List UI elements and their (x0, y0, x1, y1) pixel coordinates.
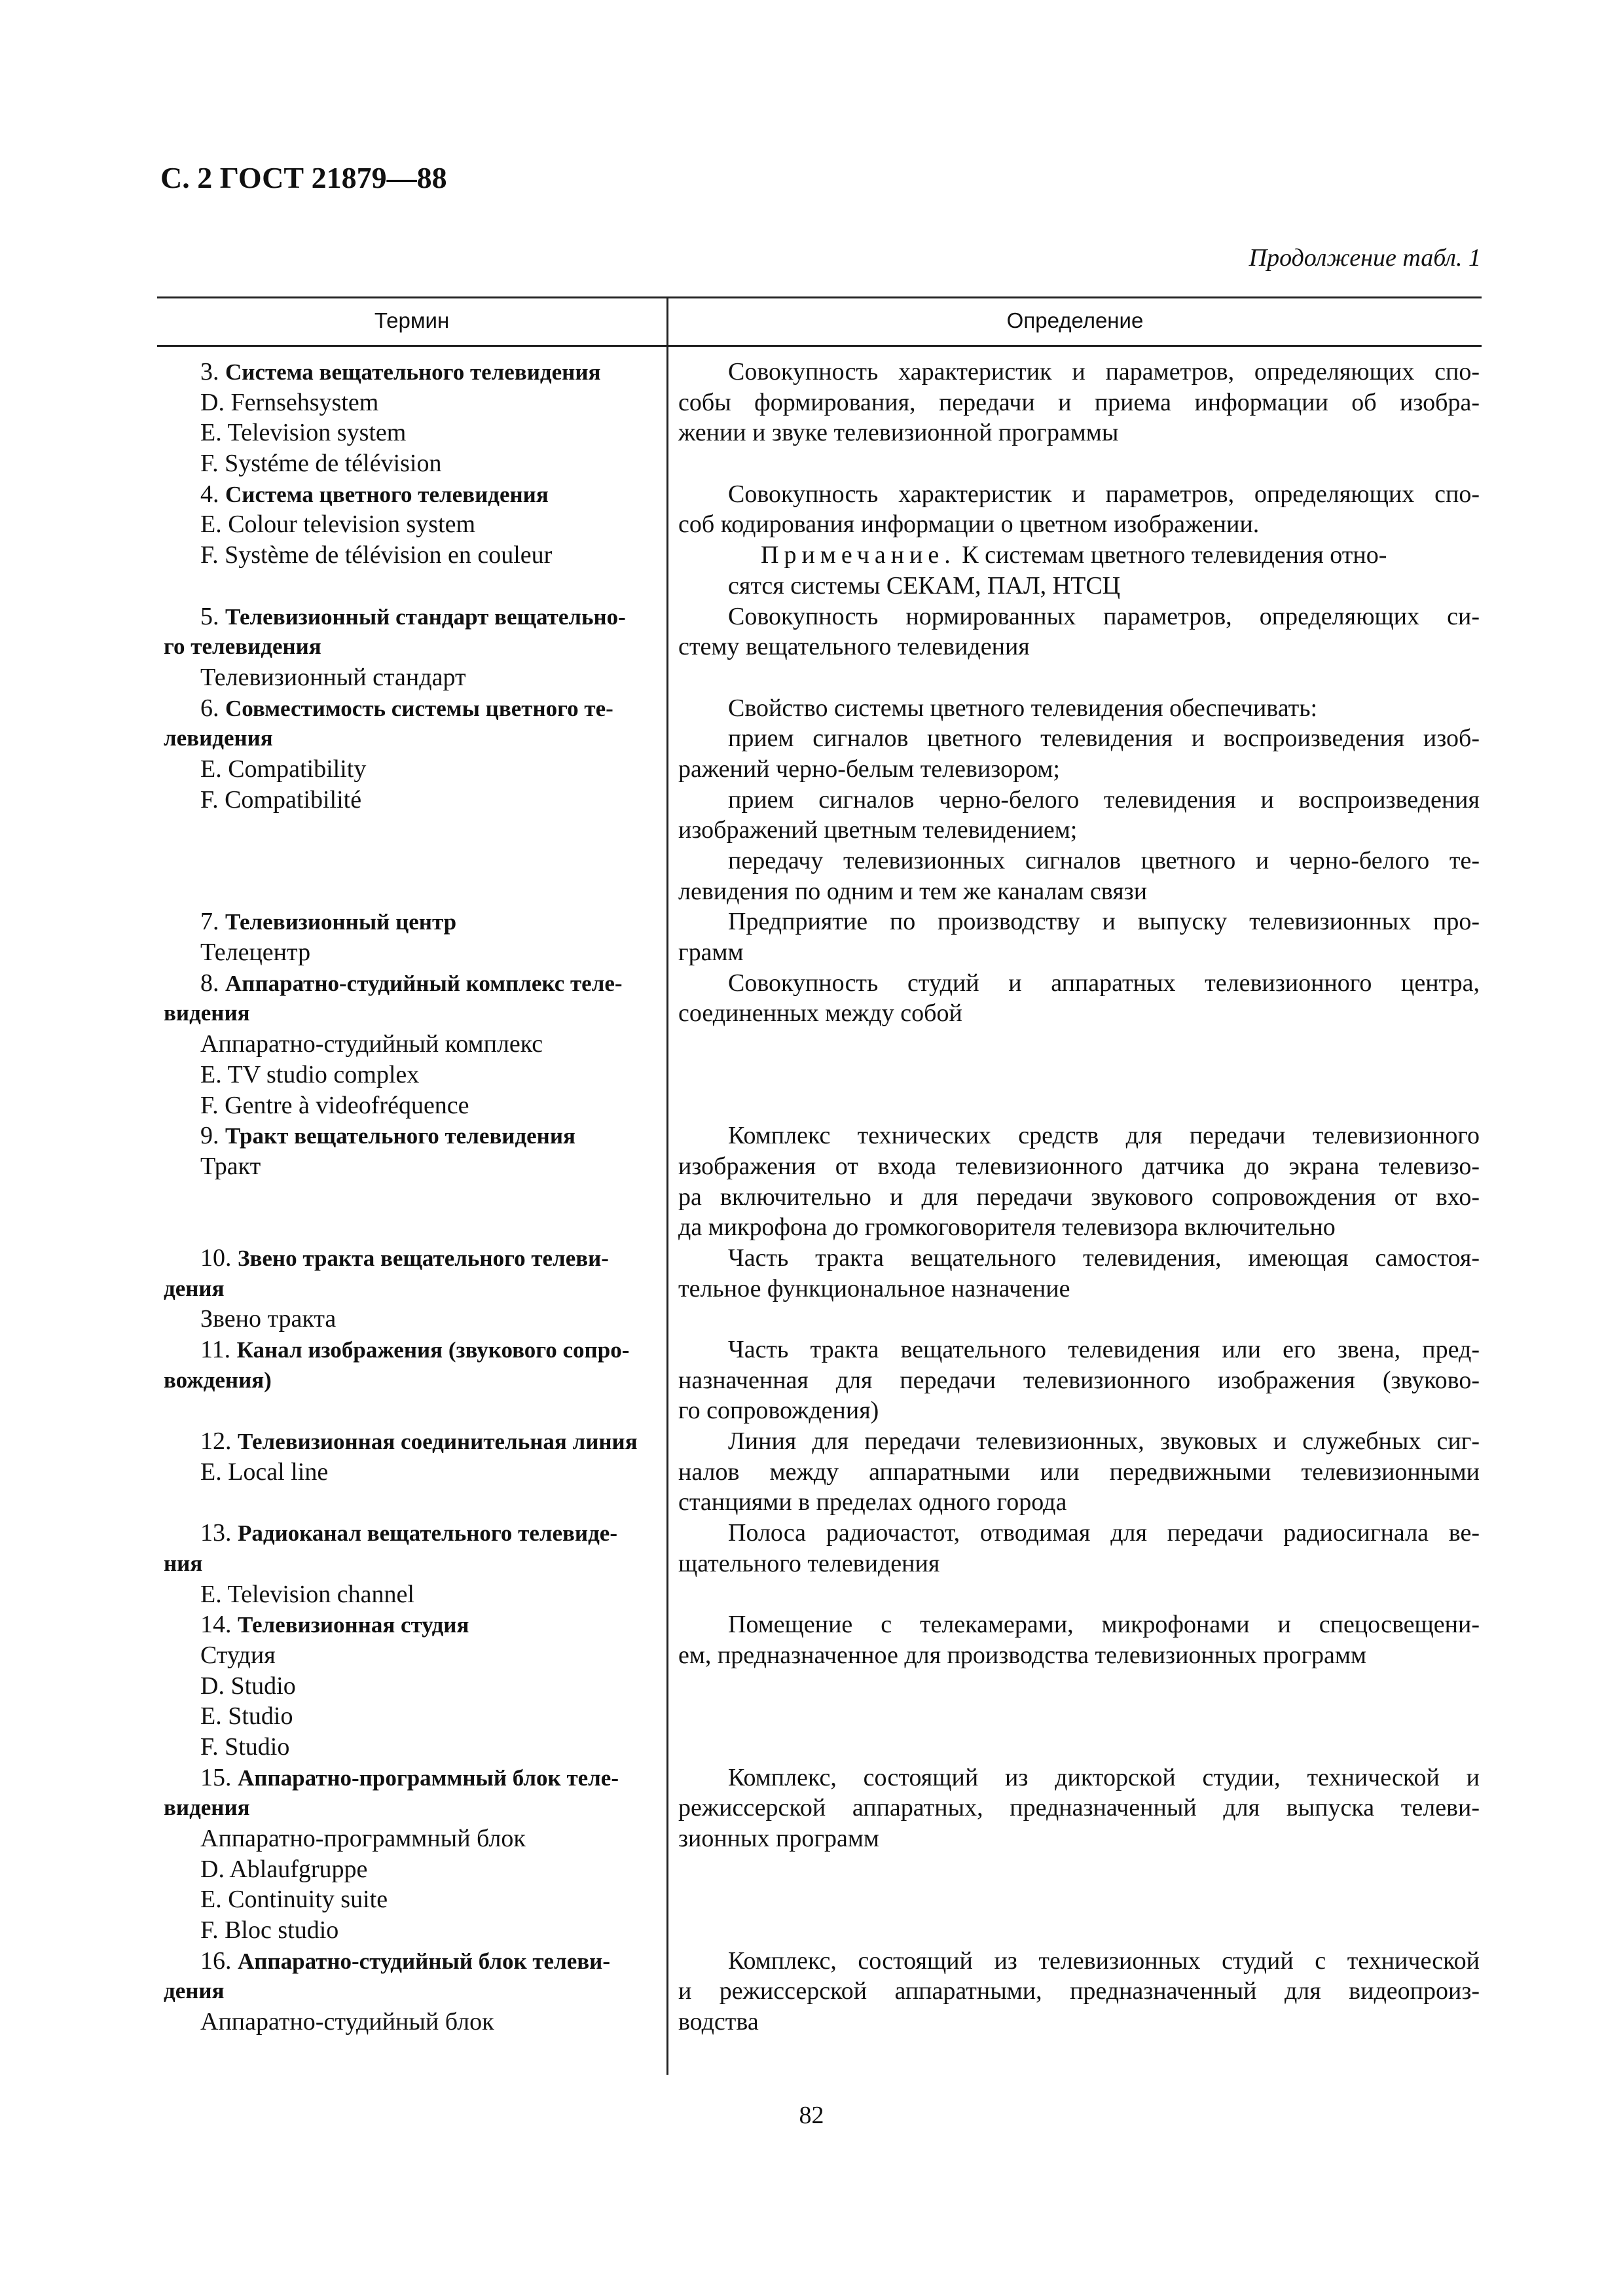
term-line: D. Ablaufgruppe (200, 1855, 368, 1883)
term-number: 10. (200, 1244, 238, 1272)
term-number-line (164, 1518, 659, 1549)
definition-cell (666, 1426, 1480, 1518)
definition-line: Комплекс технических средств для передачи телевизионного (728, 1122, 1480, 1150)
term-title: Звено тракта вещательного телеви- (238, 1245, 609, 1271)
term-title-continued: видения (164, 1795, 250, 1821)
term-title: Телевизионная соединительная линия (238, 1429, 638, 1455)
term-title-continued: левидения (164, 725, 273, 751)
term-line: F. Systéme de télévision (200, 450, 442, 478)
table-row (157, 1763, 1482, 1946)
term-number: 14. (200, 1611, 238, 1639)
term-number-line (164, 1335, 659, 1365)
definition-line: сятся системы СЕКАМ, ПАЛ, НТСЦ (728, 571, 1121, 600)
term-title: Аппаратно-студийный блок телеви- (238, 1948, 610, 1974)
term-number-line (164, 906, 659, 937)
term-title: Канал изображения (звукового сопро- (236, 1337, 630, 1363)
table-row (157, 1609, 1482, 1762)
term-number: 6. (200, 694, 225, 722)
term-title: Совместимость системы цветного те- (225, 695, 613, 721)
definition-line: зионных программ (678, 1825, 879, 1852)
definition-line: Предприятие по производству и выпуску телевизионных про- (728, 908, 1480, 936)
term-number-line (164, 1946, 659, 1977)
term-line: Телевизионный стандарт (200, 663, 466, 691)
term-line (164, 1212, 659, 1243)
definition-line: водства (678, 2008, 759, 2036)
term-cell (157, 906, 666, 967)
definition-line: Свойство системы цветного телевидения обеспечивать: (728, 694, 1318, 722)
term-line: Аппаратно-программный блок (200, 1825, 526, 1852)
definition-cell (666, 357, 1480, 479)
definition-cell (666, 1518, 1480, 1609)
term-number-line (164, 1609, 659, 1640)
term-title: Тракт вещательного телевидения (225, 1123, 575, 1149)
table-row (157, 693, 1482, 907)
term-line: F. Systѐme de télévision en couleur (200, 541, 553, 569)
definition-line: да микрофона до громкоговорителя телевизора включительно (678, 1213, 1336, 1242)
definition-cell (666, 1609, 1480, 1762)
definition-line: щательного телевидения (678, 1549, 940, 1577)
terms-table (157, 296, 1482, 2075)
definition-line: Примечание. К системам цветного телевидения отно- (761, 541, 1387, 569)
term-title-continued: вождения) (164, 1367, 272, 1393)
term-line: D. Studio (200, 1672, 296, 1700)
term-line: F. Studio (200, 1732, 290, 1761)
table-row (157, 1243, 1482, 1335)
definition-line: назначенная для передачи телевизионного изображения (звуково- (678, 1366, 1480, 1394)
definition-line (678, 1854, 1480, 1885)
table-continuation-label: Продолжение табл. 1 (1249, 244, 1481, 272)
term-number-line (164, 357, 659, 387)
term-cell (157, 1946, 666, 2037)
definition-line (678, 1304, 1480, 1335)
definition-cell (666, 1763, 1480, 1946)
definition-line (678, 1915, 1480, 1946)
term-line (164, 1487, 659, 1518)
term-line: E. TV studio complex (200, 1060, 420, 1088)
term-line: E. Television system (200, 419, 407, 447)
table-top-rule (157, 296, 1482, 298)
definition-cell (666, 693, 1480, 907)
definition-line (678, 1090, 1480, 1121)
term-number: 11. (200, 1336, 237, 1363)
table-row (157, 1946, 1482, 2037)
term-line: E. Local line (200, 1458, 329, 1486)
term-title: Система цветного телевидения (225, 481, 549, 507)
definition-line: Линия для передачи телевизионных, звуковых и служебных сиг- (728, 1427, 1480, 1456)
term-cell (157, 479, 666, 601)
term-number-line (164, 1763, 659, 1793)
definition-cell (666, 1335, 1480, 1426)
term-line (164, 846, 659, 876)
term-cell (157, 1518, 666, 1609)
term-cell (157, 1121, 666, 1243)
definition-line: налов между аппаратными или передвижными телевизионными (678, 1458, 1480, 1486)
term-title-continued: ния (164, 1550, 203, 1576)
term-cell (157, 1609, 666, 1762)
term-line: F. Bloc studio (200, 1916, 339, 1945)
definition-line (678, 1029, 1480, 1060)
term-title-continued: дения (164, 1275, 225, 1301)
term-title: Телевизионная студия (238, 1612, 469, 1638)
term-title: Аппаратно-программный блок теле- (238, 1765, 619, 1791)
definition-line: собы формирования, передачи и приема информации об изобра- (678, 388, 1480, 416)
term-number: 15. (200, 1763, 238, 1791)
blank-line (164, 571, 659, 601)
definition-line: станциями в пределах одного города (678, 1488, 1067, 1516)
definition-line: изображения от входа телевизионного датчика до экрана телевизо- (678, 1152, 1480, 1180)
definition-line: прием сигналов черно-белого телевидения и воспроизведения (728, 785, 1480, 814)
table-body (157, 357, 1482, 2037)
definition-line: изображений цветным телевидением; (678, 816, 1078, 844)
term-cell (157, 693, 666, 907)
term-cell (157, 1243, 666, 1335)
definition-line: Совокупность студий и аппаратных телевизионного центра, (728, 969, 1480, 997)
definition-line: тельное функциональное назначение (678, 1274, 1070, 1302)
table-row (157, 1426, 1482, 1518)
term-title: Система вещательного телевидения (225, 359, 601, 385)
term-cell (157, 1335, 666, 1426)
table-row (157, 1335, 1482, 1426)
definition-cell (666, 601, 1480, 693)
term-line: F. Gentre à videofréquence (200, 1091, 469, 1119)
term-title-continued: видения (164, 1000, 250, 1026)
term-number-line (164, 1426, 659, 1457)
definition-line (678, 1671, 1480, 1702)
term-line: Тракт (200, 1152, 261, 1180)
table-row (157, 1518, 1482, 1609)
definition-cell (666, 1121, 1480, 1243)
term-line: E. Compatibility (200, 755, 367, 783)
header-rule (157, 345, 1482, 347)
term-line (164, 1395, 659, 1426)
definition-line: Совокупность характеристик и параметров, определяющих спо- (728, 358, 1480, 386)
definition-line: Часть тракта вещательного телевидения или его звена, пред- (728, 1336, 1480, 1363)
term-line: E. Television channel (200, 1580, 414, 1608)
term-line: Звено тракта (200, 1305, 337, 1333)
definition-line: Помещение с телекамерами, микрофонами и спецосвещени- (728, 1611, 1480, 1639)
page-number: 82 (799, 2102, 824, 2129)
definition-cell (666, 968, 1480, 1121)
definition-line: прием сигналов цветного телевидения и воспроизведения изоб- (728, 725, 1480, 753)
term-number: 8. (200, 969, 225, 997)
term-title: Телевизионный стандарт вещательно- (225, 603, 626, 630)
definition-line: передачу телевизионных сигналов цветного и черно-белого те- (728, 847, 1480, 874)
definition-line: левидения по одним и тем же каналам связи (678, 877, 1148, 905)
definition-line: ра включительно и для передачи звукового сопровождения от вхо- (678, 1183, 1480, 1211)
term-line (164, 876, 659, 907)
term-line: E. Studio (200, 1702, 293, 1731)
term-line: D. Fernsehsystem (200, 388, 379, 416)
definition-line: Часть тракта вещательного телевидения, имеющая самостоя- (728, 1244, 1480, 1272)
definition-line (678, 662, 1480, 693)
term-line: E. Colour television system (200, 511, 476, 539)
term-title: Аппаратно-студийный комплекс теле- (225, 970, 623, 996)
term-number: 12. (200, 1427, 238, 1456)
term-line: Аппаратно-студийный комплекс (200, 1030, 543, 1058)
term-number-line (164, 601, 659, 632)
term-cell (157, 968, 666, 1121)
definition-line (678, 1579, 1480, 1610)
definition-cell (666, 1946, 1480, 2037)
definition-line (678, 1732, 1480, 1763)
term-number: 7. (200, 908, 225, 936)
term-cell (157, 601, 666, 693)
table-row (157, 357, 1482, 479)
term-cell (157, 357, 666, 479)
term-number-line (164, 968, 659, 999)
term-cell (157, 1763, 666, 1946)
table-row (157, 906, 1482, 967)
blank-line (678, 448, 1480, 479)
term-title-continued: дения (164, 1978, 225, 2004)
term-number: 9. (200, 1122, 225, 1150)
term-number-line (164, 693, 659, 724)
definition-line (678, 1701, 1480, 1732)
definition-line: жении и звуке телевизионной программы (678, 419, 1119, 447)
term-line: Аппаратно-студийный блок (200, 2008, 494, 2036)
page-header: С. 2 ГОСТ 21879—88 (160, 161, 447, 194)
table-row (157, 1121, 1482, 1243)
term-number: 13. (200, 1519, 238, 1547)
term-number: 3. (200, 358, 225, 386)
term-number-line (164, 1121, 659, 1151)
term-number: 16. (200, 1946, 238, 1975)
definition-line: Полоса радиочастот, отводимая для передачи радиосигнала ве- (728, 1519, 1480, 1547)
definition-line: стему вещательного телевидения (678, 633, 1030, 661)
table-row (157, 479, 1482, 601)
definition-line (678, 1060, 1480, 1090)
definition-line: Комплекс, состоящий из дикторской студии, технической и (728, 1763, 1480, 1791)
term-line: E. Continuity suite (200, 1886, 388, 1914)
definition-line: Совокупность нормированных параметров, определяющих си- (728, 602, 1480, 630)
term-title: Радиоканал вещательного телевиде- (238, 1520, 617, 1547)
term-number-line (164, 1243, 659, 1274)
definition-cell (666, 1243, 1480, 1335)
definition-line: и режиссерской аппаратными, предназначенный для видеопроиз- (678, 1977, 1480, 2005)
definition-line (678, 1884, 1480, 1915)
definition-line: Совокупность характеристик и параметров, определяющих спо- (728, 480, 1480, 508)
column-header-definition: Определение (1006, 308, 1144, 332)
definition-cell (666, 906, 1480, 967)
definition-line: го сопровождения) (678, 1397, 879, 1425)
term-line (164, 815, 659, 846)
table-row (157, 601, 1482, 693)
note-label: Примечание. (761, 541, 956, 569)
definition-cell (666, 479, 1480, 601)
definition-line: соб кодирования информации о цветном изображении. (678, 511, 1260, 539)
definition-line: режиссерской аппаратных, предназначенный для выпуска телеви- (678, 1794, 1480, 1822)
term-line: F. Compatibilité (200, 785, 362, 814)
definition-line: ем, предназначенное для производства телевизионных программ (678, 1641, 1366, 1669)
term-cell (157, 1426, 666, 1518)
term-number: 4. (200, 480, 225, 508)
term-line (164, 1182, 659, 1213)
definition-line: грамм (678, 939, 744, 967)
definition-line: соединенных между собой (678, 999, 962, 1028)
term-number-line (164, 479, 659, 510)
term-number: 5. (200, 602, 225, 630)
term-line: Студия (200, 1641, 276, 1669)
column-header-term: Термин (374, 308, 450, 332)
definition-line: Комплекс, состоящий из телевизионных студий с технической (728, 1946, 1480, 1975)
term-title-continued: го телевидения (164, 634, 321, 660)
term-title: Телевизионный центр (225, 909, 457, 935)
table-row (157, 968, 1482, 1121)
term-line: Телецентр (200, 939, 311, 967)
definition-line: ражений черно-белым телевизором; (678, 755, 1060, 783)
